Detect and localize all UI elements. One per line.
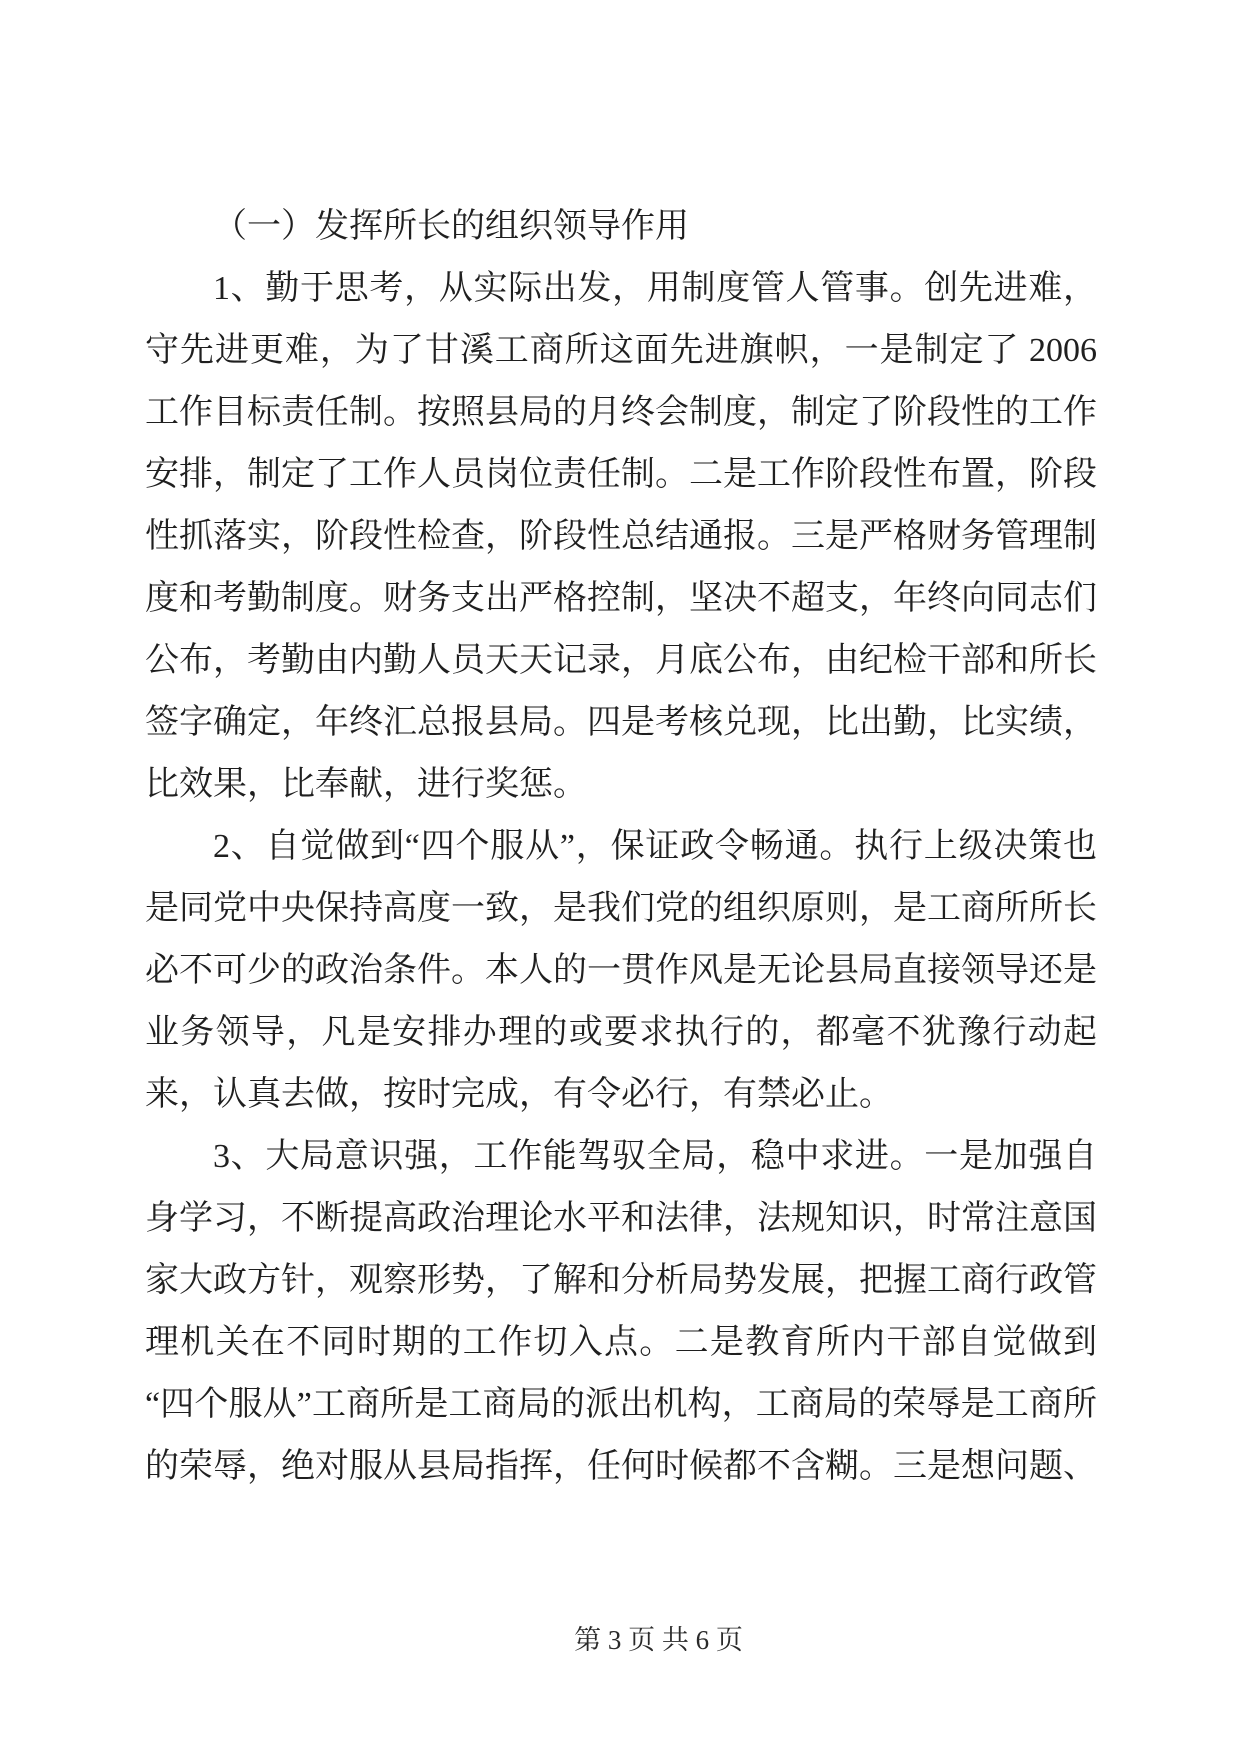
page-number-footer: 第 3 页 共 6 页 (574, 1625, 743, 1655)
paragraph-2: 2、自觉做到“四个服从”，保证政令畅通。执行上级决策也是同党中央保持高度一致，是我们党的组织原则，是工商所所长必不可少的政治条件。本人的一贯作风是无论县局直接领导还是业务领导，凡是安排办理的或要求执行的，都毫不犹豫行动起来，认真去做，按时完成，有令必行，有禁必止。 (145, 828, 1097, 1113)
paragraph-3: 3、大局意识强，工作能驾驭全局，稳中求进。一是加强自身学习，不断提高政治理论水平和法律，法规知识，时常注意国家大政方针，观察形势，了解和分析局势发展，把握工商行政管理机关在不同时期的工作切入点。二是教育所内干部自觉做到“四个服从”工商所是工商局的派出机构，工商局的荣辱是工商所的荣辱，绝对服从县局指挥，任何时候都不含糊。三是想问题、 (145, 1138, 1097, 1485)
section-heading: （一）发挥所长的组织领导作用 (213, 208, 689, 245)
document-body (145, 196, 1097, 1498)
paragraph-1: 1、勤于思考，从实际出发，用制度管人管事。创先进难，守先进更难，为了甘溪工商所这面先进旗帜，一是制定了 2006 工作目标责任制。按照县局的月终会制度，制定了阶段性的工作安排，制定了工作人员岗位责任制。二是工作阶段性布置，阶段性抓落实，阶段性检查，阶段性总结通报。三是严格财务管理制度和考勤制度。财务支出严格控制，坚决不超支，年终向同志们公布，考勤由内勤人员天天记录，月底公布，由纪检干部和所长签字确定，年终汇总报县局。四是考核兑现，比出勤，比实绩，比效果，比奉献，进行奖惩。 (145, 270, 1097, 803)
